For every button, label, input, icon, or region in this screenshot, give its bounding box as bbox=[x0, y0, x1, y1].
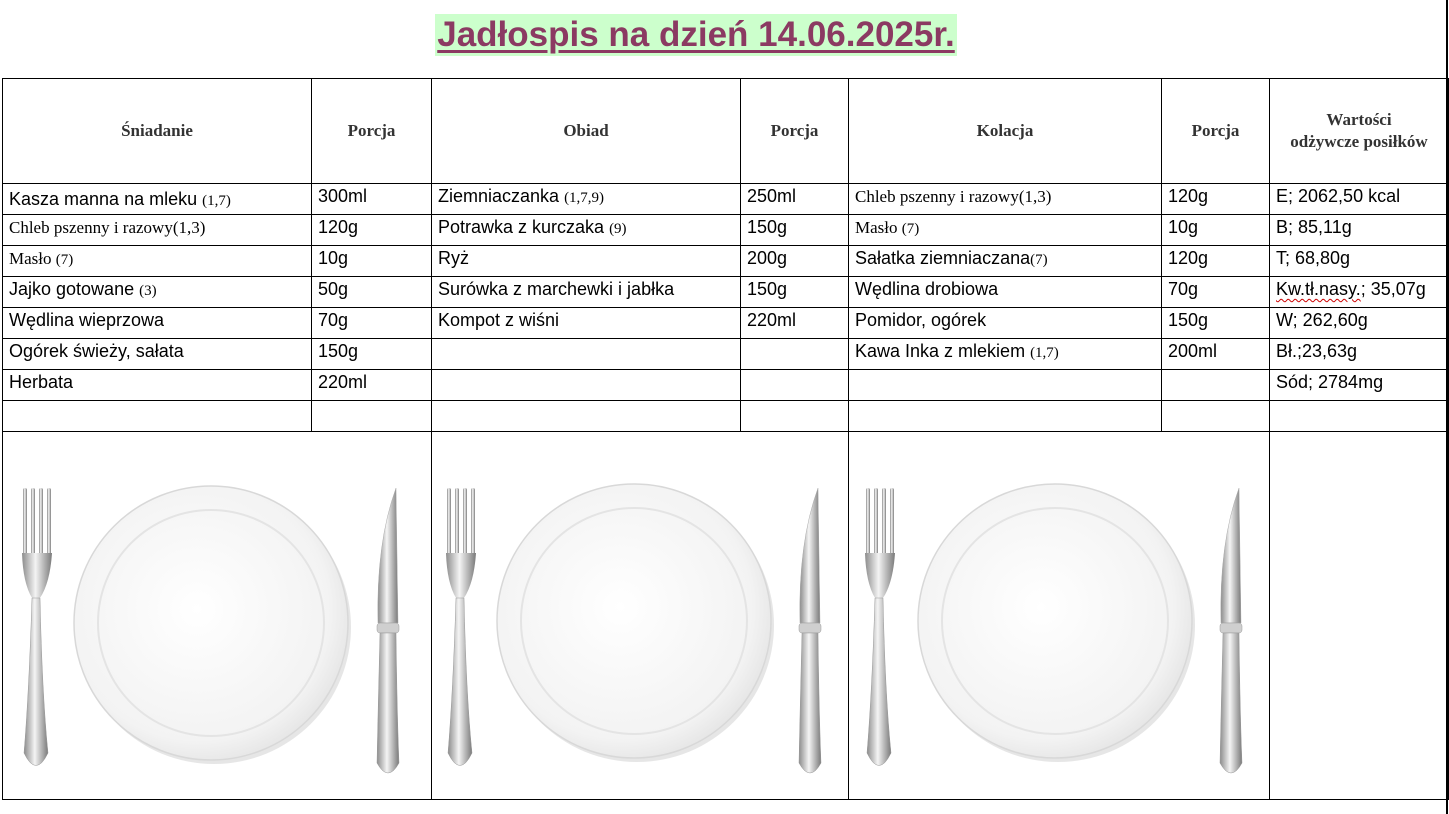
dinner-portion bbox=[1162, 370, 1270, 401]
plate-fork-knife-icon bbox=[432, 433, 847, 798]
dinner-item: Masło (7) bbox=[849, 215, 1162, 246]
nutrition-value: B; 85,11g bbox=[1270, 215, 1449, 246]
dinner-portion: 120g bbox=[1162, 184, 1270, 215]
lunch-picture-cell bbox=[432, 432, 849, 800]
lunch-portion bbox=[741, 339, 849, 370]
table-row bbox=[3, 339, 1449, 370]
plate-fork-knife-icon bbox=[3, 433, 428, 798]
table-row bbox=[3, 308, 1449, 339]
breakfast-portion: 150g bbox=[312, 339, 432, 370]
table-row bbox=[3, 215, 1449, 246]
dinner-portion: 70g bbox=[1162, 277, 1270, 308]
empty-cell bbox=[849, 401, 1162, 432]
picture-row bbox=[3, 432, 1449, 800]
dinner-portion: 10g bbox=[1162, 215, 1270, 246]
breakfast-item: Chleb pszenny i razowy(1,3) bbox=[3, 215, 312, 246]
plate-icon bbox=[497, 484, 774, 762]
page-title: Jadłospis na dzień 14.06.2025r. bbox=[437, 15, 955, 54]
lunch-portion: 150g bbox=[741, 215, 849, 246]
spellcheck-word: Kw.tł.nasy. bbox=[1276, 279, 1361, 299]
table-row-empty bbox=[3, 401, 1449, 432]
knife-icon bbox=[799, 488, 821, 773]
header-dinner: Kolacja bbox=[849, 79, 1162, 184]
lunch-portion: 220ml bbox=[741, 308, 849, 339]
plate-fork-knife-icon bbox=[849, 433, 1268, 798]
lunch-portion: 200g bbox=[741, 246, 849, 277]
page-edge bbox=[1446, 0, 1448, 814]
dinner-item: Pomidor, ogórek bbox=[849, 308, 1162, 339]
table-row bbox=[3, 370, 1449, 401]
lunch-portion bbox=[741, 370, 849, 401]
header-row bbox=[3, 79, 1449, 184]
header-nutrition-line1: Wartości bbox=[1326, 110, 1392, 129]
menu-table bbox=[2, 78, 1449, 800]
lunch-item bbox=[432, 339, 741, 370]
breakfast-picture-cell bbox=[3, 432, 432, 800]
nutrition-value: W; 262,60g bbox=[1270, 308, 1449, 339]
breakfast-item: Kasza manna na mleku (1,7) bbox=[3, 184, 312, 215]
breakfast-item: Herbata bbox=[3, 370, 312, 401]
dinner-item: Sałatka ziemniaczana(7) bbox=[849, 246, 1162, 277]
nutrition-value: Bł.;23,63g bbox=[1270, 339, 1449, 370]
lunch-item bbox=[432, 370, 741, 401]
header-portion-dinner: Porcja bbox=[1162, 79, 1270, 184]
lunch-portion: 250ml bbox=[741, 184, 849, 215]
dinner-portion: 120g bbox=[1162, 246, 1270, 277]
plate-icon bbox=[74, 486, 351, 764]
header-lunch: Obiad bbox=[432, 79, 741, 184]
empty-cell bbox=[1162, 401, 1270, 432]
lunch-item: Ziemniaczanka (1,7,9) bbox=[432, 184, 741, 215]
knife-icon bbox=[377, 488, 399, 773]
nutrition-value: T; 68,80g bbox=[1270, 246, 1449, 277]
dinner-item: Wędlina drobiowa bbox=[849, 277, 1162, 308]
empty-cell bbox=[741, 401, 849, 432]
dinner-item: Kawa Inka z mlekiem (1,7) bbox=[849, 339, 1162, 370]
knife-icon bbox=[1220, 488, 1242, 773]
header-portion-breakfast: Porcja bbox=[312, 79, 432, 184]
lunch-item: Surówka z marchewki i jabłka bbox=[432, 277, 741, 308]
breakfast-item: Ogórek świeży, sałata bbox=[3, 339, 312, 370]
dinner-picture-cell bbox=[849, 432, 1270, 800]
nutrition-value: Kw.tł.nasy.; 35,07g bbox=[1270, 277, 1449, 308]
fork-icon bbox=[446, 488, 476, 766]
lunch-item: Ryż bbox=[432, 246, 741, 277]
breakfast-item: Jajko gotowane (3) bbox=[3, 277, 312, 308]
header-nutrition bbox=[1270, 79, 1449, 184]
breakfast-item: Wędlina wieprzowa bbox=[3, 308, 312, 339]
header-breakfast: Śniadanie bbox=[3, 79, 312, 184]
breakfast-portion: 120g bbox=[312, 215, 432, 246]
breakfast-portion: 300ml bbox=[312, 184, 432, 215]
empty-cell bbox=[1270, 401, 1449, 432]
empty-cell bbox=[312, 401, 432, 432]
breakfast-item: Masło (7) bbox=[3, 246, 312, 277]
empty-cell bbox=[432, 401, 741, 432]
dinner-portion: 150g bbox=[1162, 308, 1270, 339]
lunch-item: Kompot z wiśni bbox=[432, 308, 741, 339]
plate-icon bbox=[918, 484, 1195, 762]
table-row bbox=[3, 277, 1449, 308]
header-nutrition-line2: odżywcze posiłków bbox=[1290, 132, 1428, 151]
dinner-item: Chleb pszenny i razowy(1,3) bbox=[849, 184, 1162, 215]
breakfast-portion: 10g bbox=[312, 246, 432, 277]
dinner-item bbox=[849, 370, 1162, 401]
table-row bbox=[3, 246, 1449, 277]
fork-icon bbox=[865, 488, 895, 766]
empty-cell bbox=[3, 401, 312, 432]
breakfast-portion: 220ml bbox=[312, 370, 432, 401]
table-row bbox=[3, 184, 1449, 215]
lunch-item: Potrawka z kurczaka (9) bbox=[432, 215, 741, 246]
fork-icon bbox=[22, 488, 52, 766]
empty-picture-cell bbox=[1270, 432, 1449, 800]
breakfast-portion: 70g bbox=[312, 308, 432, 339]
nutrition-value: E; 2062,50 kcal bbox=[1270, 184, 1449, 215]
nutrition-value: Sód; 2784mg bbox=[1270, 370, 1449, 401]
header-portion-lunch: Porcja bbox=[741, 79, 849, 184]
lunch-portion: 150g bbox=[741, 277, 849, 308]
title-wrap bbox=[0, 14, 1392, 56]
breakfast-portion: 50g bbox=[312, 277, 432, 308]
dinner-portion: 200ml bbox=[1162, 339, 1270, 370]
